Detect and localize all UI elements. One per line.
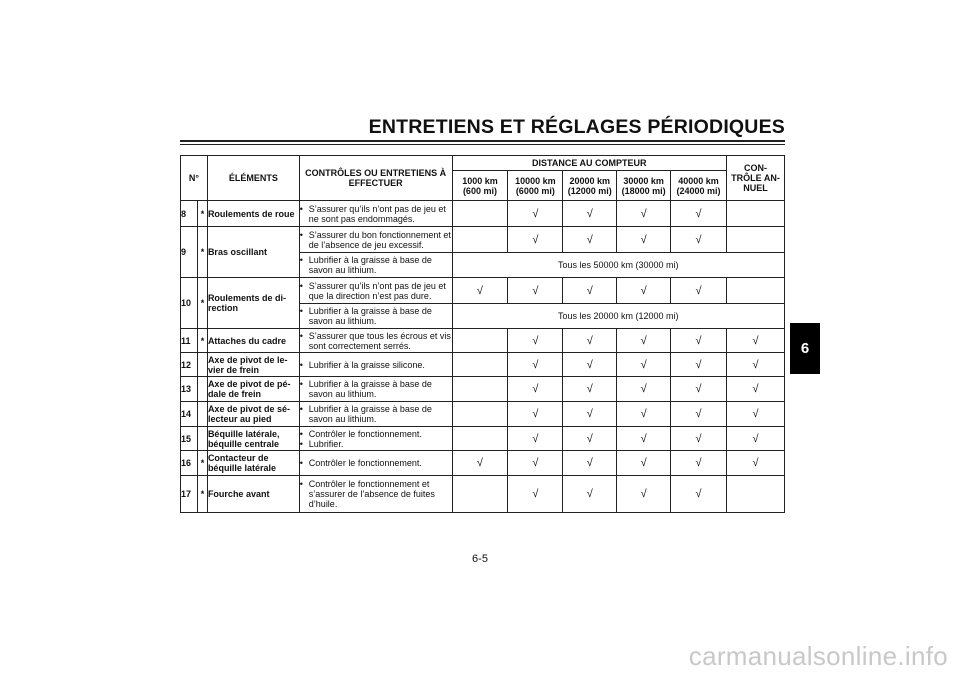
action-text: Lubrifier à la graisse silicone. bbox=[308, 359, 425, 370]
bullet-icon: • bbox=[299, 359, 303, 370]
empty-cell bbox=[727, 476, 785, 513]
header-distance-1: 10000 km (6000 mi) bbox=[508, 171, 563, 201]
check-mark-icon: √ bbox=[508, 476, 563, 513]
action-bullet bbox=[300, 255, 452, 275]
action-cell bbox=[299, 201, 452, 227]
element-name: Axe de pivot de le- vier de frein bbox=[207, 353, 299, 377]
action-bullet bbox=[300, 360, 452, 370]
empty-cell bbox=[727, 201, 785, 227]
check-mark-icon: √ bbox=[671, 278, 727, 304]
empty-cell bbox=[727, 278, 785, 304]
action-text: Lubrifier. bbox=[308, 438, 344, 449]
check-mark-icon: √ bbox=[508, 227, 563, 253]
check-mark-icon: √ bbox=[727, 377, 785, 402]
check-mark-icon: √ bbox=[563, 402, 617, 427]
header-no: N° bbox=[181, 156, 208, 201]
check-mark-icon: √ bbox=[617, 329, 671, 353]
empty-cell bbox=[452, 201, 508, 227]
action-text: Contrôler le fonctionnement et s’assurer de l’absence de fuites d’huile. bbox=[308, 479, 435, 509]
action-cell bbox=[299, 278, 452, 304]
action-text: Lubrifier à la graisse à base de savon au lithium. bbox=[308, 306, 432, 326]
table-row bbox=[181, 227, 785, 253]
table-row bbox=[181, 402, 785, 427]
action-cell bbox=[299, 427, 452, 451]
check-mark-icon: √ bbox=[508, 329, 563, 353]
action-bullet bbox=[300, 404, 452, 424]
row-number: 8 bbox=[181, 201, 198, 227]
header-annual: CON- TRÔLE AN- NUEL bbox=[727, 156, 785, 201]
table-row bbox=[181, 329, 785, 353]
page-title: ENTRETIENS ET RÉGLAGES PÉRIODIQUES bbox=[368, 116, 785, 138]
check-mark-icon: √ bbox=[617, 476, 671, 513]
check-mark-icon: √ bbox=[727, 329, 785, 353]
empty-cell bbox=[452, 402, 508, 427]
check-mark-icon: √ bbox=[508, 201, 563, 227]
dealer-star-icon bbox=[197, 377, 207, 402]
check-mark-icon: √ bbox=[671, 227, 727, 253]
check-mark-icon: √ bbox=[671, 476, 727, 513]
bullet-icon: • bbox=[299, 438, 303, 449]
table-row bbox=[181, 377, 785, 402]
action-bullet bbox=[300, 331, 452, 351]
action-bullet bbox=[300, 439, 452, 449]
table-row bbox=[181, 427, 785, 451]
page-number: 6-5 bbox=[472, 553, 488, 565]
check-mark-icon: √ bbox=[671, 377, 727, 402]
action-text: Lubrifier à la graisse à base de savon au lithium. bbox=[308, 404, 432, 424]
action-bullet bbox=[300, 230, 452, 250]
bullet-icon: • bbox=[299, 428, 303, 439]
check-mark-icon: √ bbox=[617, 451, 671, 476]
header-distance-4: 40000 km (24000 mi) bbox=[671, 171, 727, 201]
bullet-icon: • bbox=[299, 479, 303, 489]
check-mark-icon: √ bbox=[508, 377, 563, 402]
row-number: 15 bbox=[181, 427, 198, 451]
check-mark-icon: √ bbox=[671, 201, 727, 227]
row-number: 16 bbox=[181, 451, 198, 476]
element-name: Béquille latérale, béquille centrale bbox=[207, 427, 299, 451]
row-number: 13 bbox=[181, 377, 198, 402]
empty-cell bbox=[452, 353, 508, 377]
empty-cell bbox=[452, 329, 508, 353]
action-cell bbox=[299, 304, 452, 329]
title-rule bbox=[180, 140, 785, 142]
check-mark-icon: √ bbox=[671, 402, 727, 427]
table-row bbox=[181, 278, 785, 304]
table-row bbox=[181, 353, 785, 377]
check-mark-icon: √ bbox=[563, 329, 617, 353]
row-number: 10 bbox=[181, 278, 198, 329]
dealer-star-icon: * bbox=[197, 329, 207, 353]
dealer-star-icon: * bbox=[197, 278, 207, 329]
action-text: S’assurer qu’ils n’ont pas de jeu et ne sont pas endommagés. bbox=[308, 203, 446, 224]
action-bullet bbox=[300, 379, 452, 399]
action-cell bbox=[299, 451, 452, 476]
check-mark-icon: √ bbox=[508, 451, 563, 476]
bullet-icon: • bbox=[299, 229, 303, 240]
check-mark-icon: √ bbox=[508, 278, 563, 304]
check-mark-icon: √ bbox=[452, 451, 508, 476]
empty-cell bbox=[452, 377, 508, 402]
table-row bbox=[181, 476, 785, 513]
check-mark-icon: √ bbox=[671, 353, 727, 377]
check-mark-icon: √ bbox=[727, 402, 785, 427]
action-text: S’assurer du bon fonctionnement et de l’absence de jeu excessif. bbox=[308, 229, 451, 250]
title-rule-thin bbox=[180, 144, 785, 145]
check-mark-icon: √ bbox=[563, 377, 617, 402]
bullet-icon: • bbox=[299, 458, 303, 468]
header-elements: ÉLÉMENTS bbox=[207, 156, 299, 201]
dealer-star-icon bbox=[197, 427, 207, 451]
check-mark-icon: √ bbox=[563, 227, 617, 253]
bullet-icon: • bbox=[299, 404, 303, 414]
check-mark-icon: √ bbox=[563, 278, 617, 304]
check-mark-icon: √ bbox=[563, 201, 617, 227]
element-name: Axe de pivot de pé- dale de frein bbox=[207, 377, 299, 402]
action-cell bbox=[299, 476, 452, 513]
interval-note: Tous les 50000 km (30000 mi) bbox=[452, 253, 784, 278]
row-number: 11 bbox=[181, 329, 198, 353]
action-bullet bbox=[300, 204, 452, 224]
check-mark-icon: √ bbox=[617, 427, 671, 451]
action-cell bbox=[299, 353, 452, 377]
table-row bbox=[181, 451, 785, 476]
action-cell bbox=[299, 402, 452, 427]
check-mark-icon: √ bbox=[563, 476, 617, 513]
check-mark-icon: √ bbox=[452, 278, 508, 304]
check-mark-icon: √ bbox=[671, 427, 727, 451]
watermark: carmanualsonline.info bbox=[688, 641, 948, 671]
dealer-star-icon: * bbox=[197, 451, 207, 476]
empty-cell bbox=[452, 227, 508, 253]
check-mark-icon: √ bbox=[727, 427, 785, 451]
check-mark-icon: √ bbox=[617, 377, 671, 402]
dealer-star-icon: * bbox=[197, 476, 207, 513]
check-mark-icon: √ bbox=[563, 353, 617, 377]
chapter-tab: 6 bbox=[790, 323, 820, 374]
bullet-icon: • bbox=[299, 379, 303, 389]
empty-cell bbox=[727, 227, 785, 253]
check-mark-icon: √ bbox=[563, 451, 617, 476]
check-mark-icon: √ bbox=[617, 278, 671, 304]
check-mark-icon: √ bbox=[508, 402, 563, 427]
bullet-icon: • bbox=[299, 330, 303, 341]
action-cell bbox=[299, 253, 452, 278]
action-text: Contrôler le fonctionnement. bbox=[308, 458, 422, 468]
interval-note: Tous les 20000 km (12000 mi) bbox=[452, 304, 784, 329]
element-name: Fourche avant bbox=[207, 476, 299, 513]
action-bullet bbox=[300, 479, 452, 509]
element-name: Roulements de di- rection bbox=[207, 278, 299, 329]
dealer-star-icon: * bbox=[197, 201, 207, 227]
action-text: S’assurer qu’ils n’ont pas de jeu et que la direction n’est pas dure. bbox=[308, 280, 446, 301]
check-mark-icon: √ bbox=[671, 451, 727, 476]
element-name: Attaches du cadre bbox=[207, 329, 299, 353]
header-distance-2: 20000 km (12000 mi) bbox=[563, 171, 617, 201]
dealer-star-icon bbox=[197, 353, 207, 377]
table-row bbox=[181, 201, 785, 227]
action-cell bbox=[299, 377, 452, 402]
action-text: S’assurer que tous les écrous et vis sont correctement serrés. bbox=[308, 330, 451, 351]
check-mark-icon: √ bbox=[508, 427, 563, 451]
action-text: Lubrifier à la graisse à base de savon au lithium. bbox=[308, 379, 432, 399]
check-mark-icon: √ bbox=[617, 402, 671, 427]
dealer-star-icon: * bbox=[197, 227, 207, 278]
action-bullet bbox=[300, 458, 452, 468]
action-cell bbox=[299, 329, 452, 353]
row-number: 9 bbox=[181, 227, 198, 278]
action-bullet bbox=[300, 306, 452, 326]
header-actions: CONTRÔLES OU ENTRETIENS À EFFECTUER bbox=[299, 156, 452, 201]
header-distance-0: 1000 km (600 mi) bbox=[452, 171, 508, 201]
bullet-icon: • bbox=[299, 203, 303, 214]
bullet-icon: • bbox=[299, 280, 303, 291]
check-mark-icon: √ bbox=[617, 227, 671, 253]
empty-cell bbox=[452, 427, 508, 451]
header-distance: DISTANCE AU COMPTEUR bbox=[452, 156, 726, 171]
bullet-icon: • bbox=[299, 255, 303, 265]
element-name: Roulements de roue bbox=[207, 201, 299, 227]
action-text: Contrôler le fonctionnement. bbox=[308, 428, 422, 439]
dealer-star-icon bbox=[197, 402, 207, 427]
header-distance-3: 30000 km (18000 mi) bbox=[617, 171, 671, 201]
check-mark-icon: √ bbox=[508, 353, 563, 377]
maintenance-table bbox=[180, 155, 785, 513]
action-bullet bbox=[300, 281, 452, 301]
bullet-icon: • bbox=[299, 306, 303, 316]
action-cell bbox=[299, 227, 452, 253]
empty-cell bbox=[452, 476, 508, 513]
element-name: Bras oscillant bbox=[207, 227, 299, 278]
element-name: Axe de pivot de sé- lecteur au pied bbox=[207, 402, 299, 427]
check-mark-icon: √ bbox=[617, 353, 671, 377]
action-text: Lubrifier à la graisse à base de savon au lithium. bbox=[308, 255, 432, 275]
check-mark-icon: √ bbox=[727, 451, 785, 476]
element-name: Contacteur de béquille latérale bbox=[207, 451, 299, 476]
row-number: 14 bbox=[181, 402, 198, 427]
check-mark-icon: √ bbox=[727, 353, 785, 377]
check-mark-icon: √ bbox=[617, 201, 671, 227]
row-number: 12 bbox=[181, 353, 198, 377]
action-bullet bbox=[300, 429, 452, 439]
row-number: 17 bbox=[181, 476, 198, 513]
check-mark-icon: √ bbox=[671, 329, 727, 353]
check-mark-icon: √ bbox=[563, 427, 617, 451]
